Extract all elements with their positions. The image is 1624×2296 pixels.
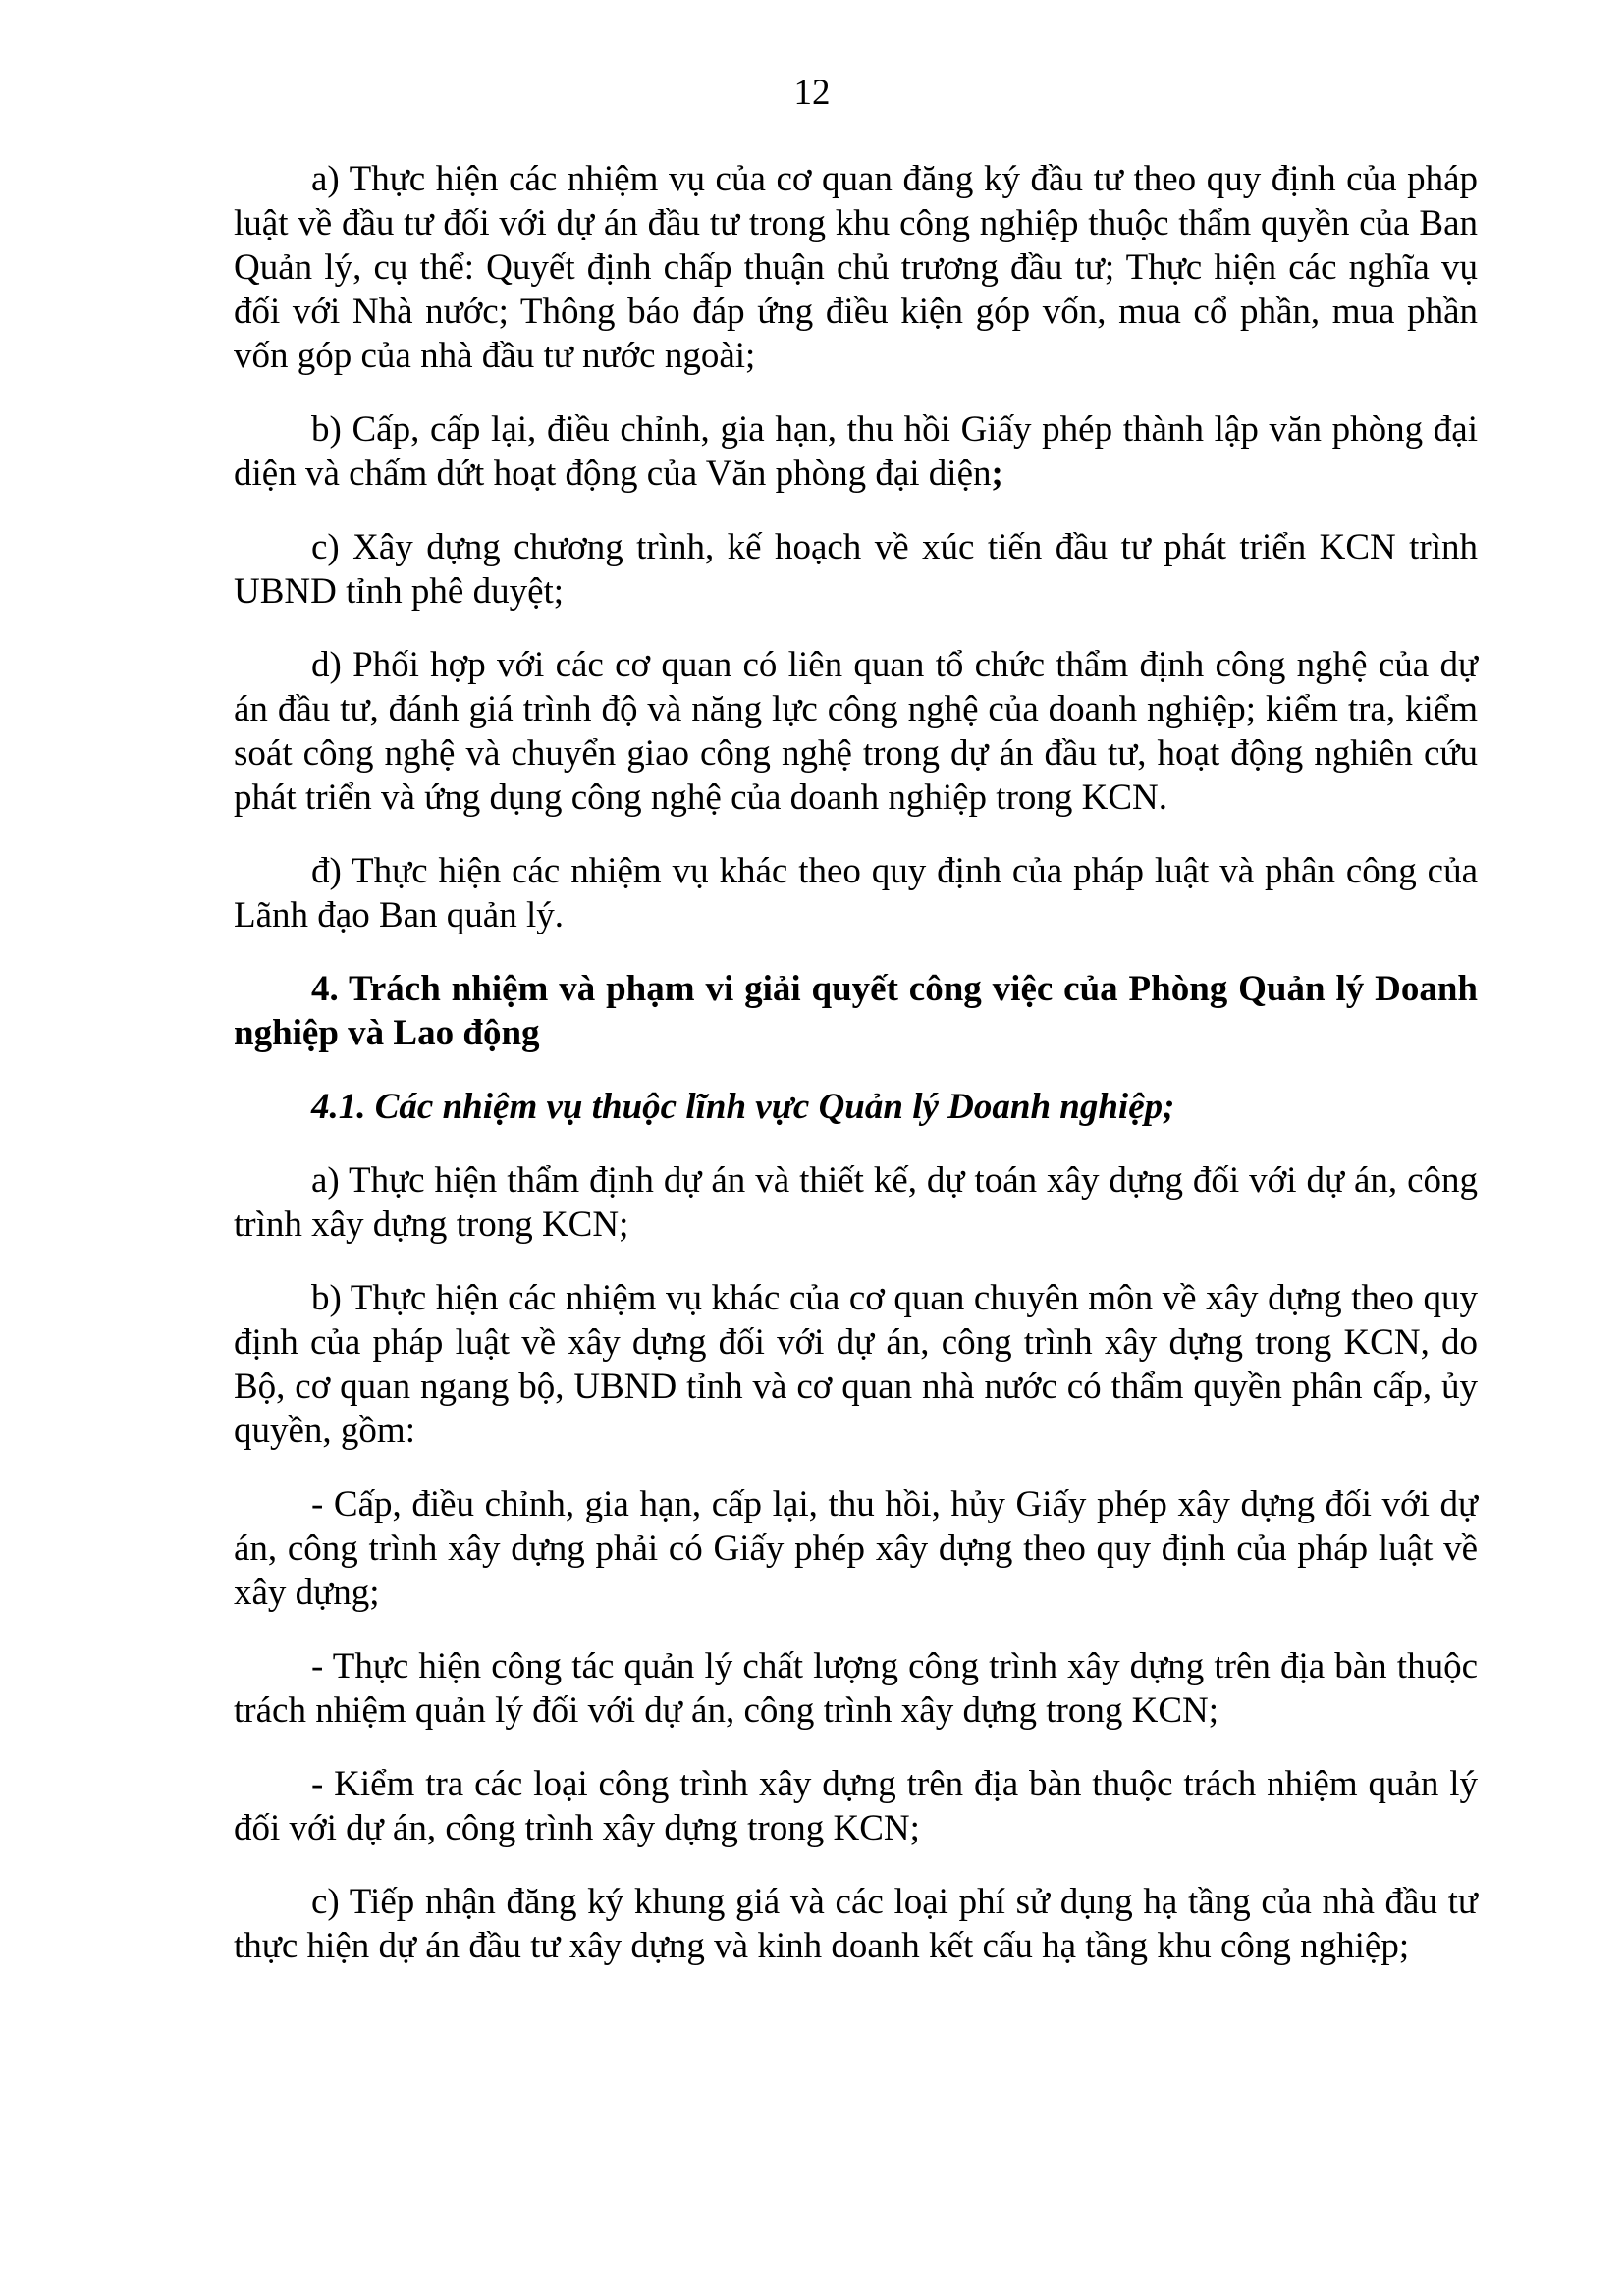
subsection-heading-4-1: 4.1. Các nhiệm vụ thuộc lĩnh vực Quản lý Doanh nghiệp; <box>311 1087 1175 1127</box>
paragraph-3b-end: ; <box>991 454 1003 494</box>
paragraph-4-1c: c) Tiếp nhận đăng ký khung giá và các loại phí sử dụng hạ tầng của nhà đầu tư thực hiện dự án đầu tư xây dựng và kinh doanh kết cấu hạ tầng khu công nghiệp; <box>234 1882 1478 1966</box>
paragraph-3d: d) Phối hợp với các cơ quan có liên quan tổ chức thẩm định công nghệ của dự án đầu tư, đánh giá trình độ và năng lực công nghệ của doanh nghiệp; kiểm tra, kiểm soát công nghệ và chuyển giao công nghệ trong dự án đầu tư, hoạt động nghiên cứu phát triển và ứng dụng công nghệ của doanh nghiệp trong KCN. <box>234 645 1478 818</box>
paragraph-3a: a) Thực hiện các nhiệm vụ của cơ quan đăng ký đầu tư theo quy định của pháp luật về đầu tư đối với dự án đầu tư trong khu công nghiệp thuộc thẩm quyền của Ban Quản lý, cụ thể: Quyết định chấp thuận chủ trương đầu tư; Thực hiện các nghĩa vụ đối với Nhà nước; Thông báo đáp ứng điều kiện góp vốn, mua cổ phần, mua phần vốn góp của nhà đầu tư nước ngoài; <box>234 159 1478 376</box>
document-body <box>234 157 1478 1968</box>
paragraph-4-1b: b) Thực hiện các nhiệm vụ khác của cơ quan chuyên môn về xây dựng theo quy định của pháp luật về xây dựng đối với dự án, công trình xây dựng trong KCN, do Bộ, cơ quan ngang bộ, UBND tỉnh và cơ quan nhà nước có thẩm quyền phân cấp, ủy quyền, gồm: <box>234 1278 1478 1451</box>
bullet-item-quality: - Thực hiện công tác quản lý chất lượng công trình xây dựng trên địa bàn thuộc trách nhiệm quản lý đối với dự án, công trình xây dựng trong KCN; <box>234 1646 1478 1731</box>
page-number: 12 <box>793 73 831 113</box>
bullet-item-inspection: - Kiểm tra các loại công trình xây dựng trên địa bàn thuộc trách nhiệm quản lý đối với dự án, công trình xây dựng trong KCN; <box>234 1764 1478 1848</box>
bullet-item-permit: - Cấp, điều chỉnh, gia hạn, cấp lại, thu hồi, hủy Giấy phép xây dựng đối với dự án, công trình xây dựng phải có Giấy phép xây dựng theo quy định của pháp luật về xây dựng; <box>234 1484 1478 1613</box>
paragraph-3b <box>234 407 1478 496</box>
paragraph-4-1a: a) Thực hiện thẩm định dự án và thiết kế, dự toán xây dựng đối với dự án, công trình xây dựng trong KCN; <box>234 1160 1478 1245</box>
paragraph-3b-text: b) Cấp, cấp lại, điều chỉnh, gia hạn, thu hồi Giấy phép thành lập văn phòng đại diện và chấm dứt hoạt động của Văn phòng đại diện <box>234 409 1478 494</box>
paragraph-3c: c) Xây dựng chương trình, kế hoạch về xúc tiến đầu tư phát triển KCN trình UBND tỉnh phê duyệt; <box>234 527 1478 612</box>
paragraph-3dd: đ) Thực hiện các nhiệm vụ khác theo quy định của pháp luật và phân công của Lãnh đạo Ban quản lý. <box>234 851 1478 935</box>
section-heading-4: 4. Trách nhiệm và phạm vi giải quyết công việc của Phòng Quản lý Doanh nghiệp và Lao động <box>234 969 1478 1053</box>
